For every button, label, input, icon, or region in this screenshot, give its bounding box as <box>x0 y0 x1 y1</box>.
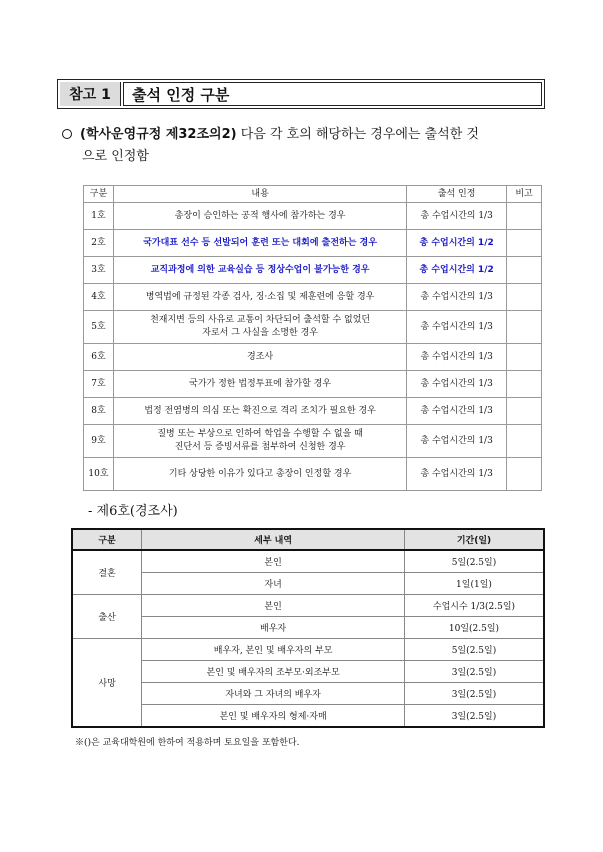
row-content: 법정 전염병의 의심 또는 확진으로 격리 조치가 필요한 경우 <box>113 398 406 425</box>
table-row <box>72 550 544 573</box>
table-row <box>84 230 542 257</box>
footnote: ※()은 교육대학원에 한하여 적용하며 토요일을 포함한다. <box>75 738 300 748</box>
period-cell: 10일(2.5일) <box>404 617 544 639</box>
row-content <box>113 425 406 458</box>
section-header <box>57 79 545 109</box>
period-cell: 3일(2.5일) <box>404 661 544 683</box>
row-attendance: 총 수업시간의 1/2 <box>407 257 507 284</box>
intro-paragraph <box>62 124 552 168</box>
period-cell: 1일(1일) <box>404 573 544 595</box>
table-row <box>84 458 542 491</box>
table-row <box>72 661 544 683</box>
row-note <box>507 284 542 311</box>
table-header-row <box>84 186 542 203</box>
row-content: 기타 상당한 이유가 있다고 총장이 인정할 경우 <box>113 458 406 491</box>
condolence-table <box>71 528 545 728</box>
row-attendance: 총 수업시간의 1/3 <box>407 311 507 344</box>
table-row <box>84 371 542 398</box>
row-content <box>113 311 406 344</box>
table-row <box>84 311 542 344</box>
section-title: 출석 인정 구분 <box>123 82 542 106</box>
table-row <box>72 573 544 595</box>
row-note <box>507 203 542 230</box>
row-content: 병역법에 규정된 각종 검사, 징·소집 및 제훈련에 응할 경우 <box>113 284 406 311</box>
row-number: 1호 <box>84 203 114 230</box>
row-number: 7호 <box>84 371 114 398</box>
row-attendance: 총 수업시간의 1/3 <box>407 398 507 425</box>
detail-cell: 자녀 <box>142 573 405 595</box>
header-cell: 구분 <box>72 529 142 550</box>
row-note <box>507 425 542 458</box>
row-attendance: 총 수업시간의 1/3 <box>407 425 507 458</box>
row-note <box>507 230 542 257</box>
period-cell: 5일(2.5일) <box>404 550 544 573</box>
table-row <box>84 398 542 425</box>
row-number: 2호 <box>84 230 114 257</box>
row-attendance: 총 수업시간의 1/3 <box>407 284 507 311</box>
table-row <box>84 203 542 230</box>
circle-bullet-icon <box>62 129 72 139</box>
row-content-line: 천재지변 등의 사유로 교통이 차단되어 출석할 수 없었던 <box>150 315 371 325</box>
row-content: 국가가 정한 법정투표에 참가할 경우 <box>113 371 406 398</box>
row-number: 10호 <box>84 458 114 491</box>
detail-cell: 본인 <box>142 595 405 617</box>
table-row <box>72 683 544 705</box>
row-note <box>507 371 542 398</box>
detail-cell: 배우자 <box>142 617 405 639</box>
table-header-row <box>72 529 544 550</box>
row-attendance: 총 수업시간의 1/3 <box>407 458 507 491</box>
row-number: 9호 <box>84 425 114 458</box>
row-number: 8호 <box>84 398 114 425</box>
row-content-line: 질병 또는 부상으로 인하여 학업을 수행할 수 없을 때 <box>157 429 363 439</box>
table-row <box>84 284 542 311</box>
row-content: 국가대표 선수 등 선발되어 훈련 또는 대회에 출전하는 경우 <box>113 230 406 257</box>
period-cell: 5일(2.5일) <box>404 639 544 661</box>
table-row <box>72 617 544 639</box>
group-name: 결혼 <box>72 550 142 595</box>
detail-cell: 본인 <box>142 550 405 573</box>
table-row <box>84 257 542 284</box>
group-name: 사망 <box>72 639 142 728</box>
period-cell: 수업시수 1/3(2.5일) <box>404 595 544 617</box>
table-row <box>72 705 544 728</box>
intro-text-2: 으로 인정함 <box>82 149 149 164</box>
header-cell: 기간(일) <box>404 529 544 550</box>
intro-text-1: 다음 각 호의 해당하는 경우에는 출석한 것 <box>236 127 479 142</box>
row-note <box>507 311 542 344</box>
row-content: 교직과정에 의한 교육실습 등 정상수업이 불가능한 경우 <box>113 257 406 284</box>
row-note <box>507 344 542 371</box>
row-content: 총장이 승인하는 공적 행사에 참가하는 경우 <box>113 203 406 230</box>
row-note <box>507 398 542 425</box>
row-content-line: 진단서 등 증빙서류를 첨부하여 신청한 경우 <box>174 442 346 452</box>
table-row <box>72 639 544 661</box>
row-number: 4호 <box>84 284 114 311</box>
header-cell: 비고 <box>507 186 542 203</box>
detail-cell: 본인 및 배우자의 형제·자매 <box>142 705 405 728</box>
header-cell: 세부 내역 <box>142 529 405 550</box>
detail-cell: 배우자, 본인 및 배우자의 부모 <box>142 639 405 661</box>
regulation-ref: (학사운영규정 제32조의2) <box>80 127 237 142</box>
row-note <box>507 458 542 491</box>
detail-cell: 자녀와 그 자녀의 배우자 <box>142 683 405 705</box>
period-cell: 3일(2.5일) <box>404 683 544 705</box>
row-content-line: 자로서 그 사실을 소명한 경우 <box>202 328 318 338</box>
row-note <box>507 257 542 284</box>
row-attendance: 총 수업시간의 1/3 <box>407 203 507 230</box>
header-cell: 내용 <box>113 186 406 203</box>
table-row <box>72 595 544 617</box>
row-attendance: 총 수업시간의 1/3 <box>407 371 507 398</box>
group-name: 출산 <box>72 595 142 639</box>
row-attendance: 총 수업시간의 1/3 <box>407 344 507 371</box>
header-cell: 구분 <box>84 186 114 203</box>
subtitle: - 제6호(경조사) <box>88 504 178 519</box>
header-cell: 출석 인정 <box>407 186 507 203</box>
detail-cell: 본인 및 배우자의 조부모·외조부모 <box>142 661 405 683</box>
table-row <box>84 344 542 371</box>
row-number: 6호 <box>84 344 114 371</box>
attendance-table <box>83 185 542 491</box>
row-content: 경조사 <box>113 344 406 371</box>
row-attendance: 총 수업시간의 1/2 <box>407 230 507 257</box>
table-row <box>84 425 542 458</box>
row-number: 5호 <box>84 311 114 344</box>
reference-tag: 참고 1 <box>60 82 121 106</box>
period-cell: 3일(2.5일) <box>404 705 544 728</box>
row-number: 3호 <box>84 257 114 284</box>
